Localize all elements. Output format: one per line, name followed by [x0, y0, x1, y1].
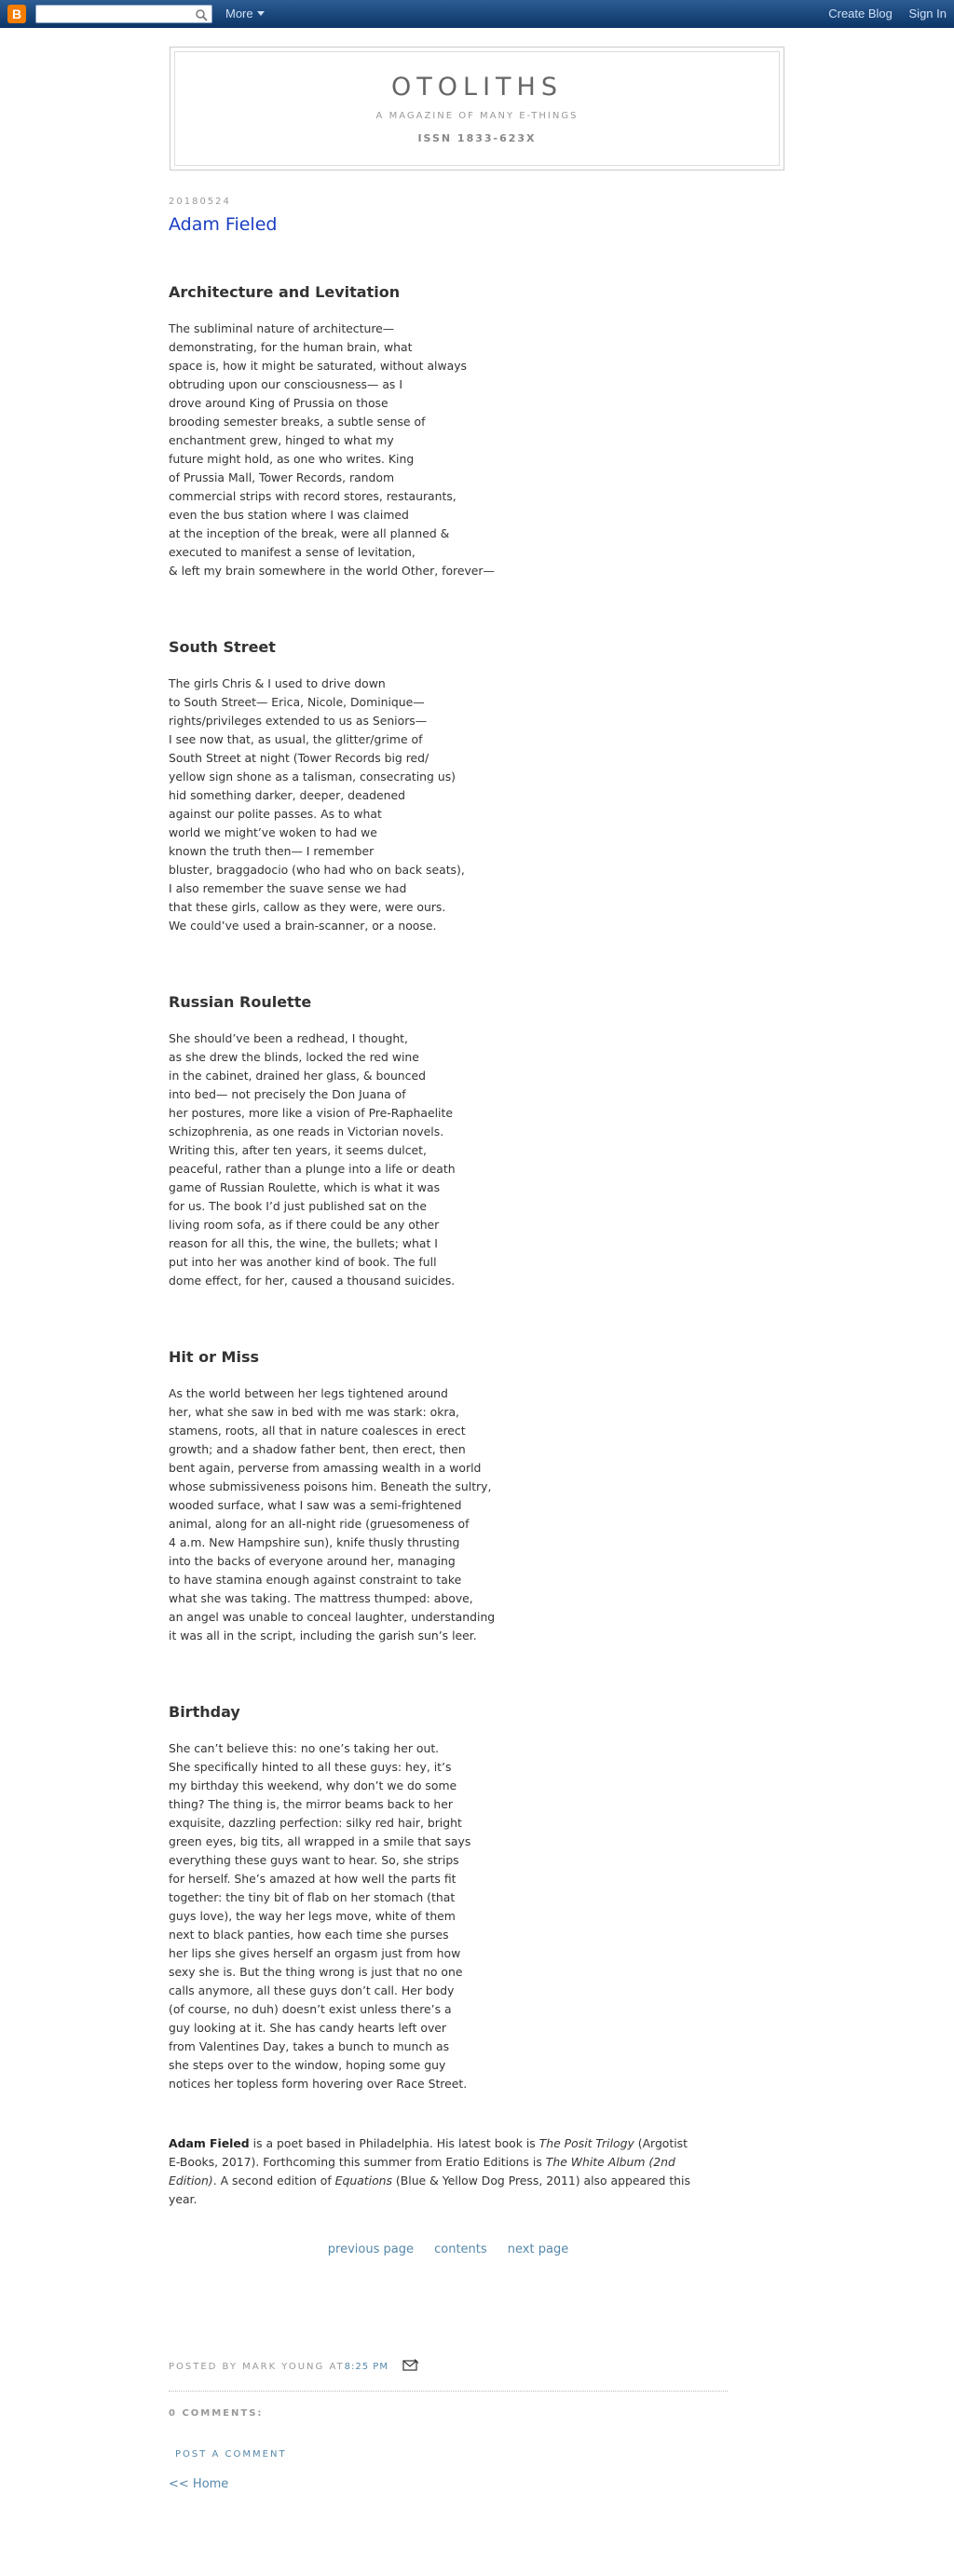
- post-timestamp-link[interactable]: 8:25 PM: [344, 2362, 388, 2372]
- poem-title: Hit or Miss: [169, 1348, 259, 1366]
- more-menu-button[interactable]: [225, 7, 265, 20]
- bio-text: is a poet based in Philadelphia. His latest book is: [249, 2136, 539, 2150]
- poem-title: South Street: [169, 638, 276, 656]
- poem-title: Birthday: [169, 1703, 240, 1721]
- poem: [169, 283, 728, 580]
- comments-heading: 0 COMMENTS:: [169, 2408, 264, 2419]
- poem-title: Russian Roulette: [169, 993, 312, 1011]
- post-footer: [169, 2359, 728, 2372]
- sign-in-link[interactable]: Sign In: [908, 7, 947, 20]
- poem: [169, 1703, 728, 2093]
- poem-body: She should’ve been a redhead, I thought, as she drew the blinds, locked the red wine in the cabinet, drained her glass, & bounced into bed— not precisely the Don Juana of her postures, more like a vision of Pre-Raphaelite schizophrenia, as one reads in Victorian novels. Writing this, after ten years, it seems dulcet, peaceful, rather than a plunge into a life or death game of Russian Roulette, which is what it was for us. The book I’d just published sat on the living room sofa, as if there could be any other reason for all this, the wine, the bullets; what I put into her was another kind of book. The full dome effect, for her, caused a thousand suicides.: [169, 1031, 456, 1288]
- home-row: [169, 2474, 728, 2491]
- home-link[interactable]: << Home: [169, 2477, 229, 2491]
- author-name: Adam Fieled: [169, 2136, 250, 2150]
- poem: [169, 1348, 728, 1645]
- previous-page-link[interactable]: previous page: [327, 2242, 414, 2256]
- chevron-down-icon: [257, 11, 265, 16]
- bio-text: (Blue & Yellow Dog Press, 2011) also appeared this year.: [169, 2174, 690, 2206]
- posted-by: POSTED BY MARK YOUNG AT: [169, 2362, 345, 2372]
- post-comment-row: [169, 2443, 728, 2460]
- email-post-icon[interactable]: [402, 2359, 419, 2371]
- search-icon[interactable]: [195, 8, 208, 21]
- post-date: 20180524: [169, 197, 231, 207]
- poem-body: As the world between her legs tightened around her, what she saw in bed with me was stark: okra, stamens, roots, all that in nature coalesces in erect growth; and a shadow father bent, then erect, then bent again, perverse from amassing wealth in a world whose submissiveness poisons him. Beneath the sultry, wooded surface, what I saw was a semi-frightened animal, along for an all-night ride (gruesomeness of 4 a.m. New Hampshire sun), knife thusly thrusting into the backs of everyone around her, managing to have stamina enough against constraint to take what she was taking. The mattress thumped: above, an angel was unable to conceal laughter, understanding it was all in the script, including the garish sun’s leer.: [169, 1386, 496, 1642]
- blog-title[interactable]: OTOLITHS: [391, 73, 563, 102]
- blog-issn: ISSN 1833-623X: [417, 132, 537, 144]
- poem-body: She can’t believe this: no one’s taking her out. She specifically hinted to all these guys: hey, it’s my birthday this weekend, why don’t we do some thing? The thing is, the mirror beams back to her exquisite, dazzling perfection: silky red hair, bright green eyes, big tits, all wrapped in a smile that says everything these guys want to hear. So, she strips for herself. She’s amazed at how well the parts fit together: the tiny bit of flab on her stomach (that guys love), the way her legs move, white of them next to black panties, how each time she purses her lips she gives herself an orgasm just from how sexy she is. But the thing wrong is just that no one calls anymore, all these guys don’t call. Her body (of course, no duh) doesn’t exist unless there’s a guy looking at it. She has candy hearts left over from Valentines Day, takes a bunch to munch as she steps over to the window, hoping some guy notices her topless form hovering over Race Street.: [169, 1741, 471, 2091]
- book-title: The White Album (2nd Edition): [169, 2155, 675, 2188]
- search-input[interactable]: [40, 7, 184, 24]
- post-title[interactable]: Adam Fieled: [169, 214, 278, 235]
- create-blog-link[interactable]: Create Blog: [828, 7, 893, 20]
- blogger-logo-icon[interactable]: B: [7, 5, 26, 23]
- book-title: Equations: [334, 2174, 392, 2188]
- blog-header-inner: [174, 51, 780, 166]
- navbar-actions: [815, 7, 947, 20]
- bio-text: . A second edition of: [212, 2174, 335, 2188]
- more-label: More: [225, 7, 253, 20]
- poem-body: The girls Chris & I used to drive down to South Street— Erica, Nicole, Dominique— rights/privileges extended to us as Seniors— I see now that, as usual, the glitter/grime of South Street at night (Tower Records big red/ yellow sign shone as a talisman, consecrating us) hid something darker, deeper, deadened against our polite passes. As to what world we might’ve woken to had we known the truth then— I remember bluster, braggadocio (who had who on back seats), I also remember the suave sense we had that these girls, callow as they were, were ours. We could’ve used a brain-scanner, or a noose.: [169, 676, 465, 933]
- bio-text: (Argotist E-Books, 2017). Forthcoming this summer from Eratio Editions is: [169, 2136, 688, 2169]
- poem-title: Architecture and Levitation: [169, 283, 401, 301]
- search-box: [35, 5, 212, 23]
- page-navigation: [169, 2242, 728, 2256]
- post-comment-link[interactable]: POST A COMMENT: [175, 2449, 287, 2460]
- poem-body: The subliminal nature of architecture— demonstrating, for the human brain, what space is, how it might be saturated, without always obtruding upon our consciousness— as I drove around King of Prussia on those brooding semester breaks, a subtle sense of enchantment grew, hinged to what my future might hold, as one who writes. King of Prussia Mall, Tower Records, random commercial strips with record stores, restaurants, even the bus station where I was claimed at the inception of the break, were all planned & executed to manifest a sense of levitation, & left my brain somewhere in the world Other, forever—: [169, 321, 495, 578]
- blogger-navbar: [0, 0, 954, 28]
- blog-header: [170, 47, 784, 170]
- poem: [169, 993, 728, 1290]
- contents-link[interactable]: contents: [434, 2242, 487, 2256]
- next-page-link[interactable]: next page: [507, 2242, 569, 2256]
- author-bio: [169, 2134, 690, 2209]
- main-content: [169, 197, 728, 2491]
- book-title: The Posit Trilogy: [538, 2136, 634, 2150]
- blog-description: A MAGAZINE OF MANY E-THINGS: [375, 111, 579, 121]
- comments-divider: [169, 2391, 728, 2392]
- poem: [169, 638, 728, 935]
